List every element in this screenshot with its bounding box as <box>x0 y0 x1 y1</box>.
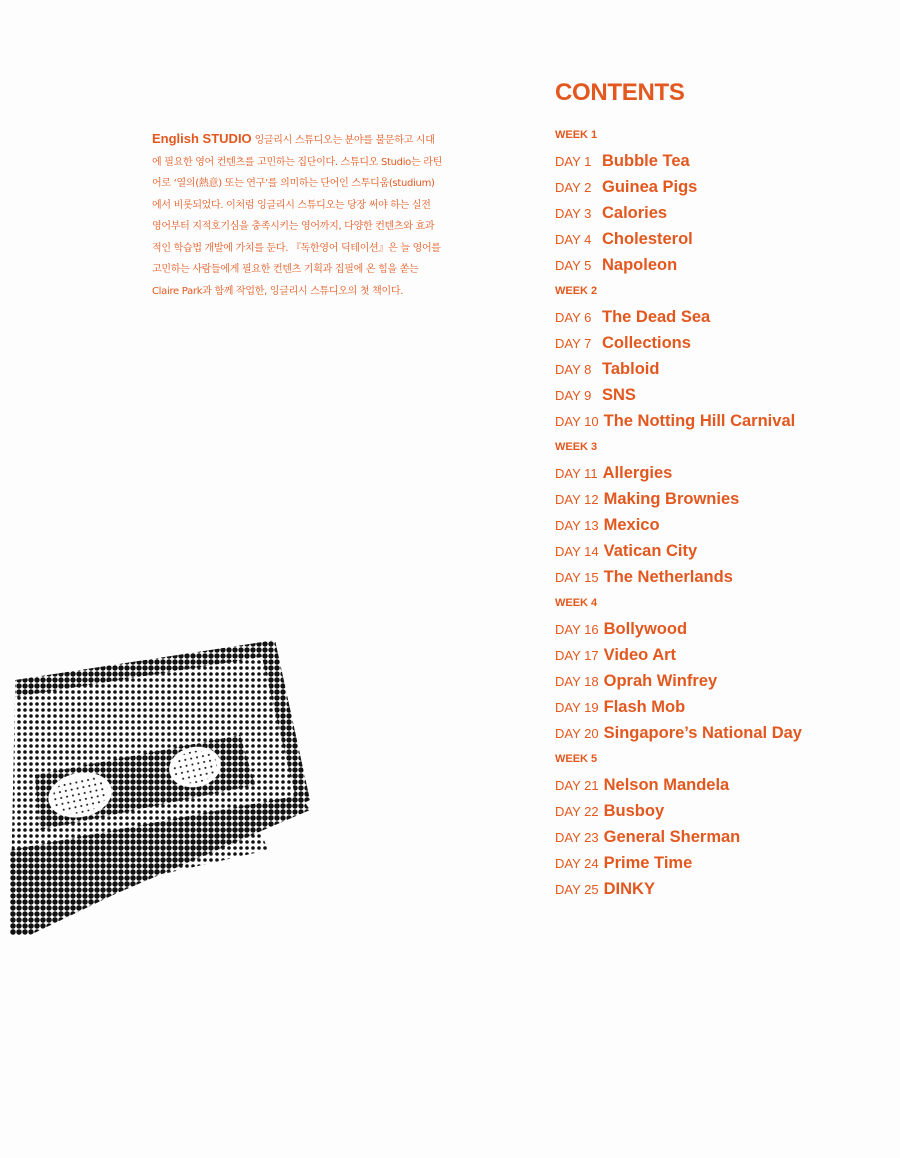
contents-entry <box>555 512 895 538</box>
day-title: The Notting Hill Carnival <box>603 412 796 430</box>
contents-entry <box>555 616 895 642</box>
contents-entry <box>555 408 895 434</box>
contents-entry <box>555 798 895 824</box>
day-number: DAY 22 <box>555 804 599 819</box>
week-list <box>555 122 895 902</box>
contents-entry <box>555 642 895 668</box>
day-title: Busboy <box>603 802 665 820</box>
day-number: DAY 19 <box>555 700 599 715</box>
contents-entry <box>555 694 895 720</box>
day-title: Vatican City <box>603 542 698 560</box>
day-number: DAY 2 <box>555 180 592 195</box>
contents-entry <box>555 460 895 486</box>
day-number: DAY 23 <box>555 830 599 845</box>
day-title: Making Brownies <box>603 490 740 508</box>
day-number: DAY 12 <box>555 492 599 507</box>
day-title: The Dead Sea <box>602 308 711 326</box>
contents-entry <box>555 226 895 252</box>
day-number: DAY 11 <box>555 466 598 481</box>
day-title: Singapore’s National Day <box>603 724 802 742</box>
contents-entry <box>555 200 895 226</box>
week-label: WEEK 4 <box>555 597 598 609</box>
day-title: Video Art <box>603 646 677 664</box>
day-title: Nelson Mandela <box>603 776 730 794</box>
contents-title: CONTENTS <box>555 79 685 106</box>
brand-name: English STUDIO <box>152 131 252 146</box>
day-title: Guinea Pigs <box>602 178 698 196</box>
day-title: Cholesterol <box>602 230 693 248</box>
day-number: DAY 13 <box>555 518 599 533</box>
contents-entry <box>555 876 895 902</box>
table-of-contents <box>555 78 895 902</box>
day-title: Flash Mob <box>603 698 686 716</box>
contents-entry <box>555 252 895 278</box>
day-title: The Netherlands <box>603 568 733 586</box>
day-title: Calories <box>602 204 668 222</box>
day-title: Mexico <box>603 516 660 534</box>
contents-entry <box>555 330 895 356</box>
day-number: DAY 4 <box>555 232 592 247</box>
day-title: General Sherman <box>603 828 741 846</box>
contents-entry <box>555 720 895 746</box>
day-number: DAY 8 <box>555 362 592 377</box>
day-title: Collections <box>602 334 691 352</box>
day-number: DAY 24 <box>555 856 599 871</box>
contents-entry <box>555 148 895 174</box>
contents-entry <box>555 356 895 382</box>
intro-paragraph <box>152 128 442 302</box>
day-number: DAY 7 <box>555 336 592 351</box>
day-number: DAY 5 <box>555 258 592 273</box>
contents-entry <box>555 174 895 200</box>
week-label: WEEK 3 <box>555 441 598 453</box>
contents-entry <box>555 486 895 512</box>
day-title: Bollywood <box>603 620 688 638</box>
day-title: SNS <box>602 386 636 404</box>
day-number: DAY 16 <box>555 622 599 637</box>
day-title: Napoleon <box>602 256 678 274</box>
contents-entry <box>555 824 895 850</box>
day-title: DINKY <box>603 880 655 898</box>
day-title: Allergies <box>602 464 673 482</box>
day-number: DAY 1 <box>555 154 592 169</box>
week-label: WEEK 2 <box>555 285 598 297</box>
week-label: WEEK 5 <box>555 753 598 765</box>
day-number: DAY 14 <box>555 544 599 559</box>
day-title: Prime Time <box>603 854 693 872</box>
day-number: DAY 21 <box>555 778 599 793</box>
contents-entry <box>555 772 895 798</box>
day-number: DAY 17 <box>555 648 599 663</box>
day-number: DAY 9 <box>555 388 592 403</box>
contents-entry <box>555 304 895 330</box>
week-label: WEEK 1 <box>555 129 598 141</box>
day-title: Tabloid <box>602 360 660 378</box>
cassette-tape-halftone-icon <box>10 635 320 940</box>
day-number: DAY 20 <box>555 726 599 741</box>
contents-entry <box>555 850 895 876</box>
day-number: DAY 25 <box>555 882 599 897</box>
day-title: Oprah Winfrey <box>603 672 718 690</box>
contents-entry <box>555 538 895 564</box>
day-number: DAY 6 <box>555 310 592 325</box>
day-number: DAY 15 <box>555 570 599 585</box>
day-number: DAY 18 <box>555 674 599 689</box>
day-title: Bubble Tea <box>602 152 690 170</box>
day-number: DAY 3 <box>555 206 592 221</box>
contents-entry <box>555 564 895 590</box>
day-number: DAY 10 <box>555 414 599 429</box>
contents-entry <box>555 382 895 408</box>
contents-entry <box>555 668 895 694</box>
intro-text: 잉글리시 스튜디오는 분야를 불문하고 시대에 필요한 영어 컨텐츠를 고민하는 집단이다. 스튜디오 Studio는 라틴어로 ‘열의(熱意) 또는 연구’를 의미하는 단어인 스투디움(studium)에서 비롯되었다. 이처럼 잉글리시 스튜디오는 당장 써야 하는 실전 영어부터 지적호기심을 충족시키는 영어까지, 다양한 컨텐츠와 효과적인 학습법 개발에 가치를 둔다. 『독한영어 딕테이션』은 늘 영어를 고민하는 사람들에게 필요한 컨텐츠 기획과 집필에 온 힘을 쏟는 Claire Park과 함께 작업한, 잉글리시 스튜디오의 첫 책이다. <box>152 135 442 297</box>
